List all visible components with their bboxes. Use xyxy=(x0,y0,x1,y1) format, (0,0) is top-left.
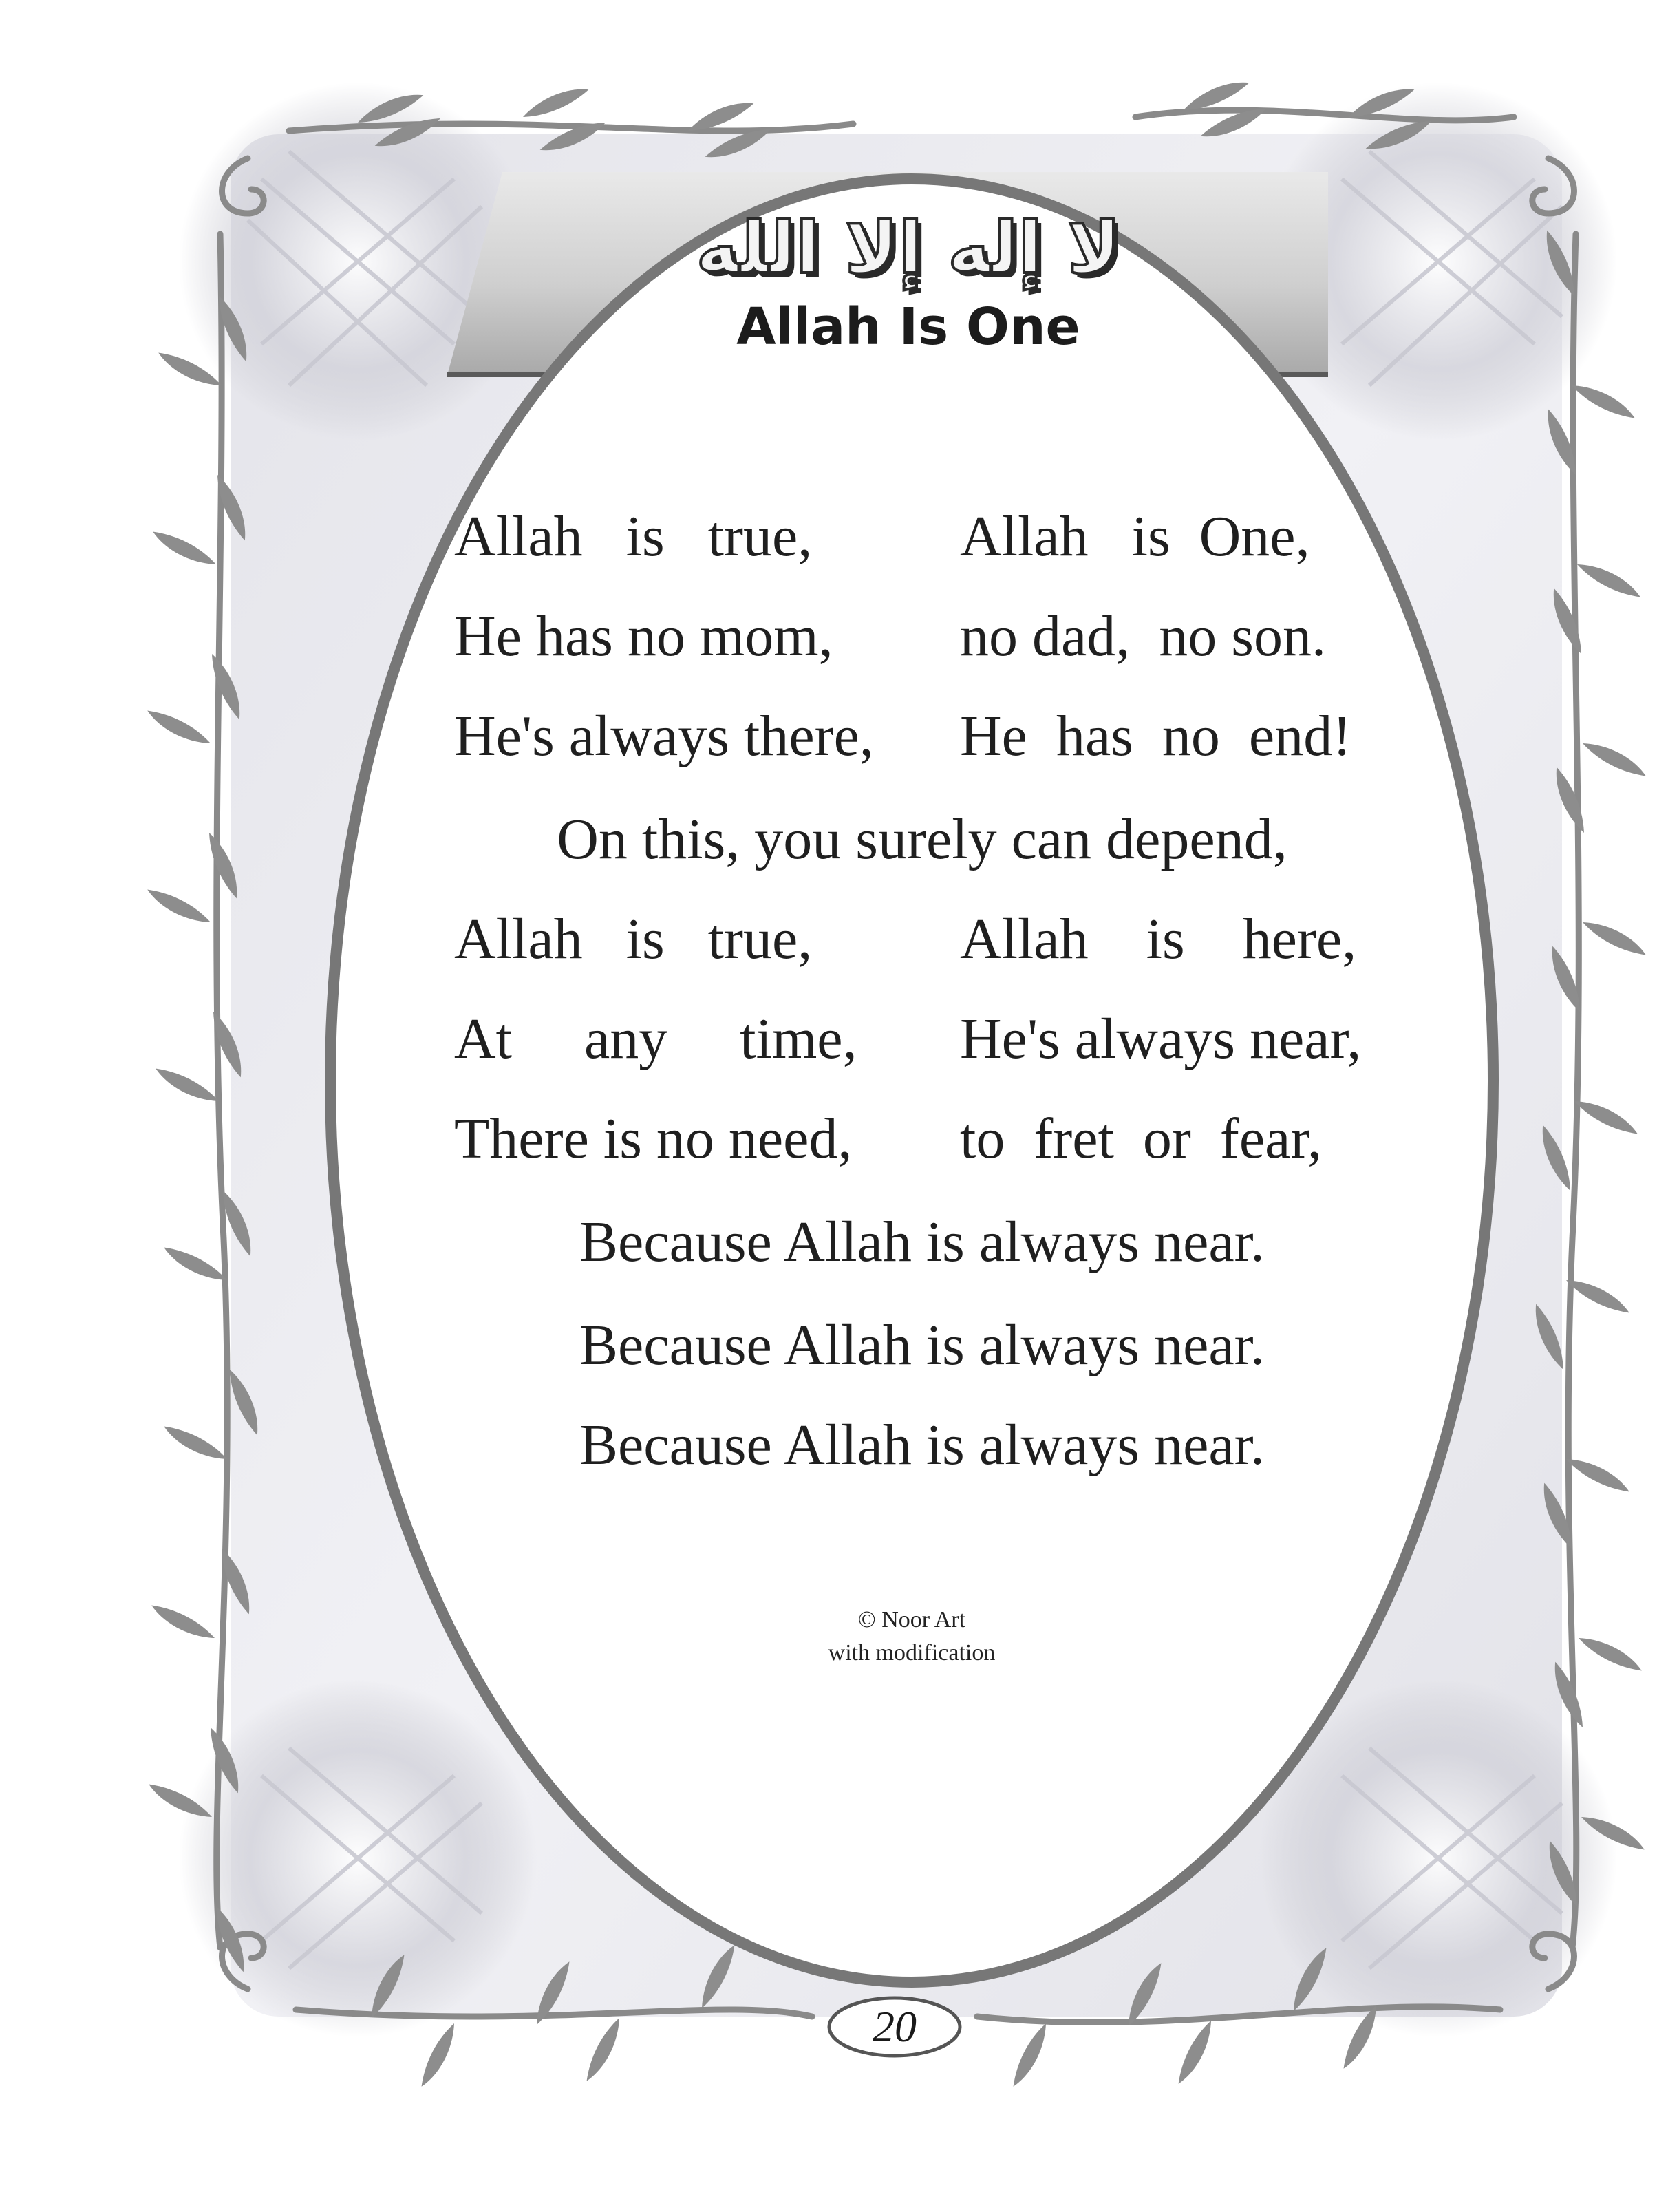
page-number: 20 xyxy=(873,2002,917,2051)
refrain-line: Because Allah is always near. xyxy=(579,1313,1265,1377)
arabic-title: لا إله إلا الله xyxy=(696,206,1121,290)
central-oval xyxy=(330,179,1493,1982)
poem-line: no dad, no son. xyxy=(960,604,1326,668)
copyright-credit xyxy=(723,1604,1101,1670)
poem-line: He has no end! xyxy=(960,704,1352,768)
credit-line-2: with modification xyxy=(828,1640,996,1666)
page-title: Allah Is One xyxy=(736,297,1080,357)
poem-line: Allah is true, xyxy=(454,907,813,971)
refrain-line: Because Allah is always near. xyxy=(579,1210,1265,1274)
poem-line: to fret or fear, xyxy=(960,1107,1323,1171)
poem-line: There is no need, xyxy=(454,1107,853,1171)
poem-line: On this, you surely can depend, xyxy=(557,807,1287,871)
poem-line: At any time, xyxy=(454,1007,857,1071)
credit-line-1: © Noor Art xyxy=(857,1607,966,1633)
poem-line: He has no mom, xyxy=(454,604,833,668)
poem-line: Allah is here, xyxy=(960,907,1357,971)
poem-line: He's always there, xyxy=(454,704,874,768)
refrain-line: Because Allah is always near. xyxy=(579,1413,1265,1477)
poem-line: Allah is One, xyxy=(960,504,1310,568)
poem-line: Allah is true, xyxy=(454,504,813,568)
poem-line: He's always near, xyxy=(960,1007,1362,1071)
